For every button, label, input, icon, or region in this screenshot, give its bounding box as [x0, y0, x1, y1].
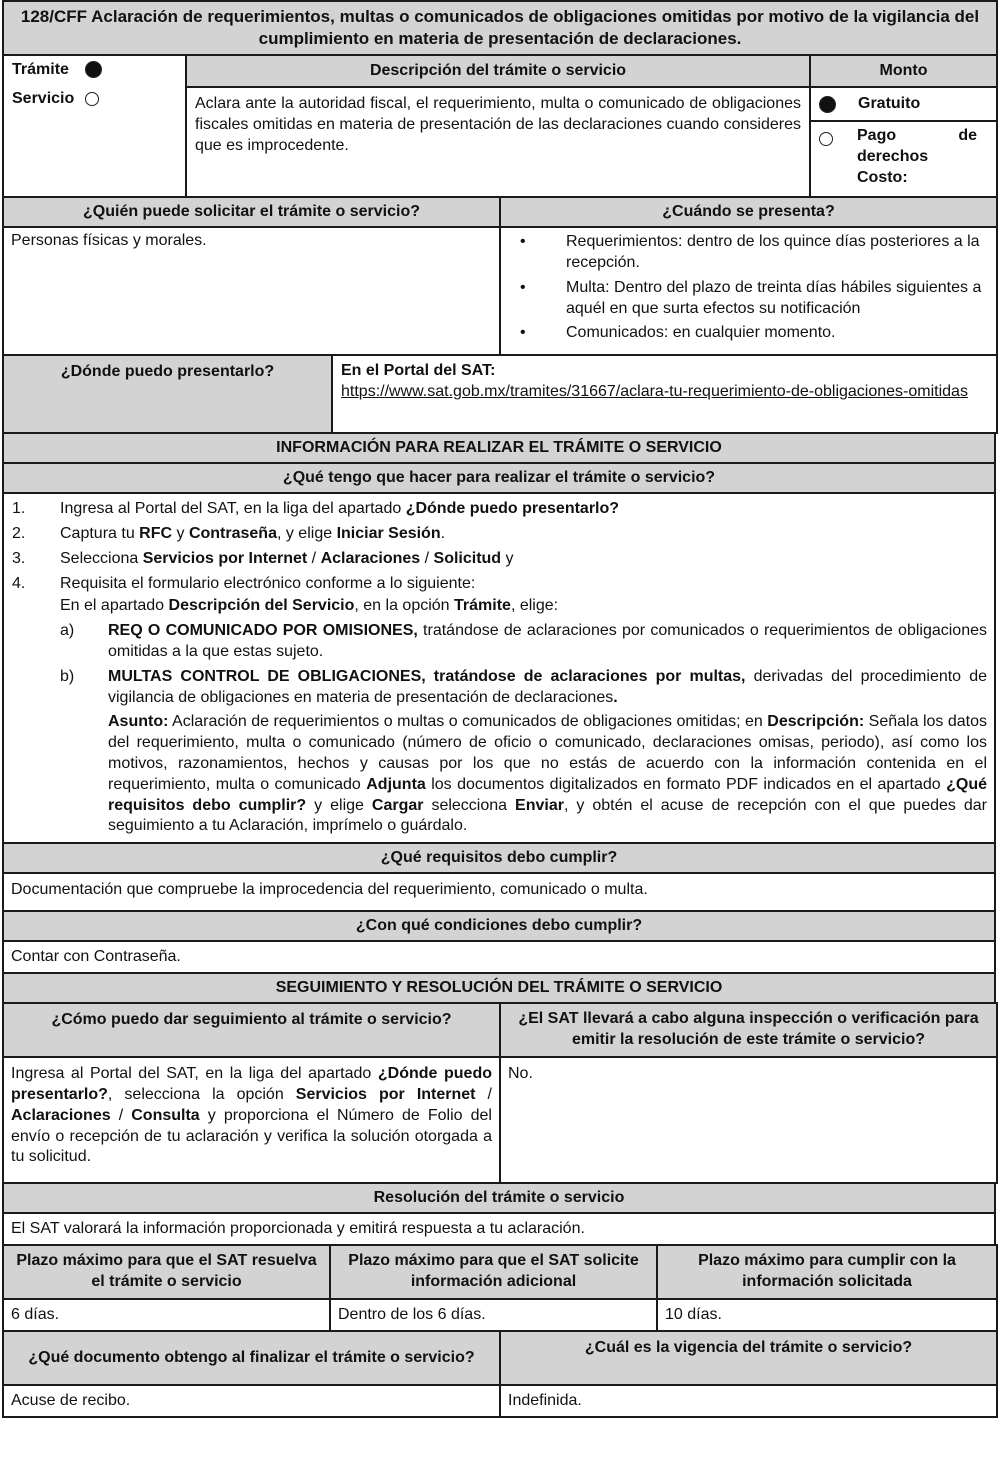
- plazo-resolver-header: Plazo máximo para que el SAT resuelva el trámite o servicio: [3, 1245, 330, 1299]
- step-1: 1. Ingresa al Portal del SAT, en la liga del apartado ¿Dónde puedo presentarlo?: [12, 500, 620, 518]
- type-selector: [3, 55, 186, 197]
- gratuito-label: Gratuito: [858, 94, 921, 112]
- quien-cuando-table: [2, 196, 998, 356]
- option-a: a) REQ O COMUNICADO POR OMISIONES, tratándose de aclaraciones por comunicados o requerimientos de obligaciones omitidas a la que estas sujeto.: [60, 622, 987, 660]
- descripcion-text: Aclara ante la autoridad fiscal, el requerimiento, multa o comunicado de obligaciones fiscales omitidas en materia de presentación de las declaraciones cuando consideres que es improcedente.: [186, 87, 810, 197]
- plazo-cumplir-value: 10 días.: [657, 1299, 997, 1331]
- requisitos-text: Documentación que compruebe la improcedencia del requerimiento, comunicado o multa.: [3, 873, 995, 911]
- type-servicio: [12, 89, 177, 110]
- como-header: ¿Cómo puedo dar seguimiento al trámite o servicio?: [3, 1003, 500, 1057]
- monto-gratuito: [811, 88, 996, 122]
- procedure-sheet: [2, 0, 996, 1418]
- vigencia-header: ¿Cuál es la vigencia del trámite o servicio?: [500, 1331, 997, 1385]
- resolucion-table: [2, 1182, 996, 1246]
- plazo-solicitar-header: Plazo máximo para que el SAT solicite información adicional: [330, 1245, 657, 1299]
- header-table: [2, 0, 998, 198]
- como-text: Ingresa al Portal del SAT, en la liga del apartado ¿Dónde puedo presentarlo?, selecciona la opción Servicios por Internet / Aclaraciones / Consulta y proporciona el Número de Folio del envío o recepción de tu aclaración y verifica la solución otorgada a tu solicitud.: [3, 1057, 500, 1183]
- plazos-table: [2, 1244, 998, 1332]
- donde-table: [2, 354, 998, 434]
- quien-header: ¿Quién puede solicitar el trámite o servicio?: [3, 197, 500, 227]
- monto-header: Monto: [810, 55, 997, 87]
- cuando-header: ¿Cuándo se presenta?: [500, 197, 997, 227]
- servicio-label: Servicio: [12, 89, 75, 107]
- step-3: 3. Selecciona Servicios por Internet / Aclaraciones / Solicitud y: [12, 549, 514, 567]
- inspeccion-text: No.: [500, 1057, 997, 1183]
- cuando-item: • Requerimientos: dentro de los quince días posteriores a la recepción.: [520, 233, 980, 271]
- pago-label: Pago de derechos: [857, 127, 977, 165]
- plazo-solicitar-value: Dentro de los 6 días.: [330, 1299, 657, 1331]
- tramite-label: Trámite: [12, 61, 69, 79]
- option-b: b) MULTAS CONTROL DE OBLIGACIONES, tratándose de aclaraciones por multas, derivadas del procedimiento de vigilancia de obligaciones en materia de presentación de declaraciones.: [60, 667, 987, 706]
- type-tramite: [12, 60, 177, 81]
- condiciones-text: Contar con Contraseña.: [3, 941, 995, 973]
- asunto-text: Asunto: Aclaración de requerimientos o multas o comunicados de obligaciones omitidas; en Descripción: Señala los datos del requerimiento, multa o comunicado (número de oficio o comunicado, declaraciones omisas, periodo), así como los motivos, razonamientos, hechos y causas por los que no estás de acuerdo con la información contenida en el requerimiento, multa o comunicado Adjunta los documentos digitalizados en formato PDF indicados en el apartado ¿Qué requisitos debo cumplir? y elige Cargar selecciona Enviar, y obtén el acuse de recepción con el que puedes dar seguimiento a tu Aclaración, imprímelo o guárdalo.: [108, 713, 988, 835]
- vigencia-text: Indefinida.: [500, 1385, 997, 1417]
- page-title: 128/CFF Aclaración de requerimientos, multas o comunicados de obligaciones omitidas por motivo de la vigilancia del cumplimiento en materia de presentación de declaraciones.: [3, 1, 997, 55]
- step-2: 2. Captura tu RFC y Contraseña, y elige Iniciar Sesión.: [12, 524, 446, 542]
- documento-text: Acuse de recibo.: [3, 1385, 500, 1417]
- resolucion-header: Resolución del trámite o servicio: [3, 1183, 995, 1213]
- costo-label: Costo:: [857, 168, 908, 186]
- quien-text: Personas físicas y morales.: [3, 227, 500, 355]
- plazo-cumplir-header: Plazo máximo para cumplir con la información solicitada: [657, 1245, 997, 1299]
- descripcion-header: Descripción del trámite o servicio: [186, 55, 810, 87]
- portal-label: En el Portal del SAT:: [341, 362, 496, 380]
- condiciones-header: ¿Con qué condiciones debo cumplir?: [3, 911, 995, 941]
- steps-list: [3, 493, 995, 843]
- info-table: [2, 432, 996, 1004]
- cuando-list: [500, 227, 997, 355]
- portal-link[interactable]: https://www.sat.gob.mx/tramites/31667/aclara-tu-requerimiento-de-obligaciones-omitidas: [341, 382, 968, 400]
- monto-options: [810, 87, 997, 197]
- documento-table: [2, 1330, 998, 1418]
- documento-header: ¿Qué documento obtengo al finalizar el trámite o servicio?: [3, 1331, 500, 1385]
- inspeccion-header: ¿El SAT llevará a cabo alguna inspección o verificación para emitir la resolución de este trámite o servicio?: [500, 1003, 997, 1057]
- donde-content: [332, 355, 997, 433]
- cuando-item: • Multa: Dentro del plazo de treinta días hábiles siguientes a aquél en que surta efectos su notificación: [520, 278, 982, 317]
- seguimiento-header: SEGUIMIENTO Y RESOLUCIÓN DEL TRÁMITE O SERVICIO: [3, 973, 995, 1003]
- gratuito-radio-filled-icon: [819, 96, 836, 113]
- monto-pago: [811, 122, 996, 192]
- info-header: INFORMACIÓN PARA REALIZAR EL TRÁMITE O SERVICIO: [3, 433, 995, 463]
- plazo-resolver-value: 6 días.: [3, 1299, 330, 1331]
- servicio-radio-empty-icon: [85, 92, 99, 106]
- resolucion-text: El SAT valorará la información proporcionada y emitirá respuesta a tu aclaración.: [3, 1213, 995, 1245]
- step-4-detail: En el apartado Descripción del Servicio, en la opción Trámite, elige:: [60, 597, 559, 615]
- pago-radio-empty-icon: [819, 132, 833, 146]
- tramite-radio-filled-icon: [85, 61, 102, 78]
- que-hacer-header: ¿Qué tengo que hacer para realizar el trámite o servicio?: [3, 463, 995, 493]
- step-4: 4. Requisita el formulario electrónico conforme a lo siguiente:: [12, 574, 476, 592]
- requisitos-header: ¿Qué requisitos debo cumplir?: [3, 843, 995, 873]
- donde-header: ¿Dónde puedo presentarlo?: [3, 355, 332, 433]
- cuando-item: • Comunicados: en cualquier momento.: [520, 324, 836, 342]
- seguimiento-table: [2, 1002, 998, 1184]
